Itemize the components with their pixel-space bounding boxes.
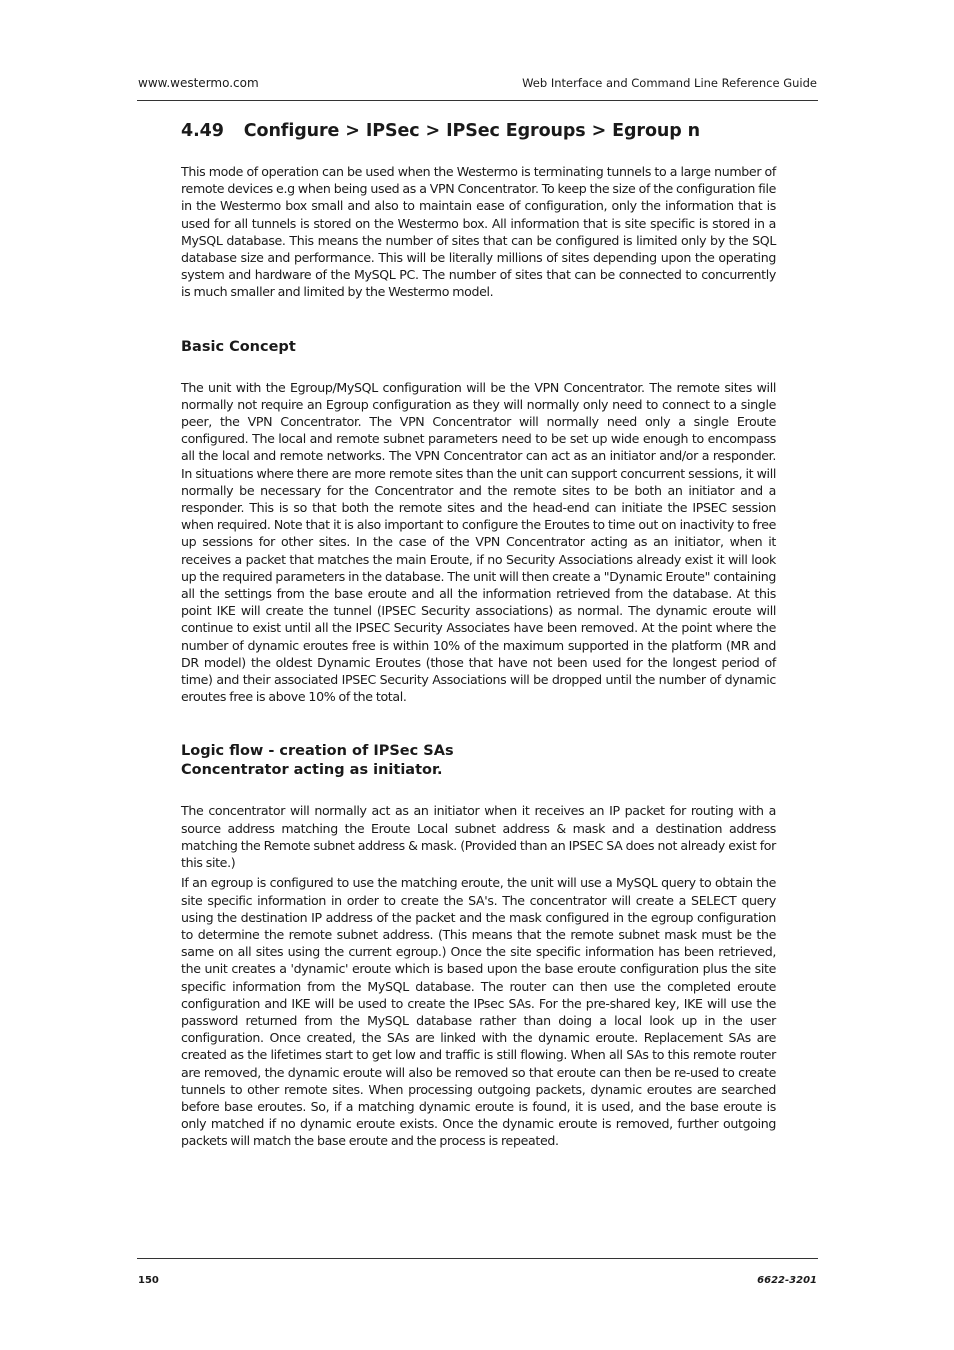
page-content <box>181 120 776 1150</box>
header-website: www.westermo.com <box>138 76 259 90</box>
section-title-text: Configure > IPSec > IPSec Egroups > Egroup n <box>243 121 701 141</box>
logic-flow-heading-line2: Concentrator acting as initiator. <box>181 762 443 779</box>
section-number: 4.49 <box>181 121 224 141</box>
logic-flow-paragraph-2: If an egroup is configured to use the matching eroute, the unit will use a MySQL query to obtain the site specific information in order to create the SA's. The concentrator will create a SELECT query using the destination IP address of the packet and the mask configured in the egroup configuration to determine the remote subnet address. (This means that the remote subnet mask must be the same on all sites using the current egroup.) Once the site specific information has been retrieved, the unit creates a 'dynamic' eroute which is based upon the base eroute configuration plus the site specific information from the MySQL database. The router can then use the completed eroute configuration and IKE will be used to create the IPsec SAs. For the pre-shared key, IKE will use the password returned from the MySQL database rather than doing a local look up in the user configuration. Once created, the SAs are linked with the dynamic eroute. Replacement SAs are created as the lifetimes start to get low and traffic is still flowing. When all SAs to this remote router are removed, the dynamic eroute will also be removed so that eroute can then be re-used to create tunnels to other remote sites. When processing outgoing packets, dynamic eroutes are searched before base eroutes. So, if a matching dynamic eroute is found, it is used, and the base eroute is only matched if no dynamic eroute exists. Once the dynamic eroute is removed, further outgoing packets will match the base eroute and the process is repeated. <box>181 875 776 1149</box>
intro-paragraph: This mode of operation can be used when the Westermo is terminating tunnels to a large number of remote devices e.g when being used as a VPN Concentrator. To keep the size of the configuration file in the Westermo box small and also to maintain ease of configuration, only the information that is used for all tunnels is stored on the Westermo box. All information that is site specific is stored in a MySQL database. This means the number of sites that can be configured is limited only by the SQL database size and performance. This will be literally millions of sites depending upon the operating system and hardware of the MySQL PC. The number of sites that can be connected to concurrently is much smaller and limited by the Westermo model. <box>181 164 776 300</box>
basic-concept-heading: Basic Concept <box>181 338 296 355</box>
header-guide-title: Web Interface and Command Line Reference Guide <box>522 76 817 90</box>
section-title <box>181 120 776 142</box>
logic-flow-heading <box>181 742 776 780</box>
logic-flow-paragraph-1: The concentrator will normally act as an initiator when it receives an IP packet for routing with a source address matching the Eroute Local subnet address & mask and a destination address matching the Remote subnet address & mask. (Provided than an IPSEC SA does not already exist for this site.) <box>181 803 776 871</box>
page-number: 150 <box>138 1275 159 1286</box>
header-divider <box>137 100 818 101</box>
document-code: 6622-3201 <box>757 1275 817 1286</box>
logic-flow-heading-line1: Logic flow - creation of IPSec SAs <box>181 743 454 760</box>
basic-concept-paragraph: The unit with the Egroup/MySQL configuration will be the VPN Concentrator. The remote sites will normally not require an Egroup configuration as they will normally only need to connect to a single peer, the VPN Concentrator. The VPN Concentrator will normally need only a single Eroute configured. The local and remote subnet parameters need to be set up wide enough to encompass all the local and remote networks. The VPN Concentrator can act as an initiator and/or a responder. In situations where there are more remote sites than the unit can support concurrent sessions, it will normally be necessary for the Concentrator and the remote sites to be both an initiator and a responder. This is so that both the remote sites and the head-end can initiate the IPSEC session when required. Note that it is also important to configure the Eroutes to time out on inactivity to free up sessions for other sites. In the case of the VPN Concentrator acting as an initiator, when it receives a packet that matches the main Eroute, if no Security Associations already exist it will look up the required parameters in the database. The unit will then create a "Dynamic Eroute" containing all the settings from the base eroute and all the information retrieved from the database. At this point IKE will create the tunnel (IPSEC Security associations) as normal. The dynamic eroute will continue to exist until all the IPSEC Security Associates have been removed. At the point where the number of dynamic eroutes free is within 10% of the maximum supported in the platform (MR and DR model) the oldest Dynamic Eroutes (those that have not been used for the longest period of time) and their associated IPSEC Security Associations will be dropped until the number of dynamic eroutes free is above 10% of the total. <box>181 379 776 705</box>
footer-divider <box>137 1258 818 1259</box>
